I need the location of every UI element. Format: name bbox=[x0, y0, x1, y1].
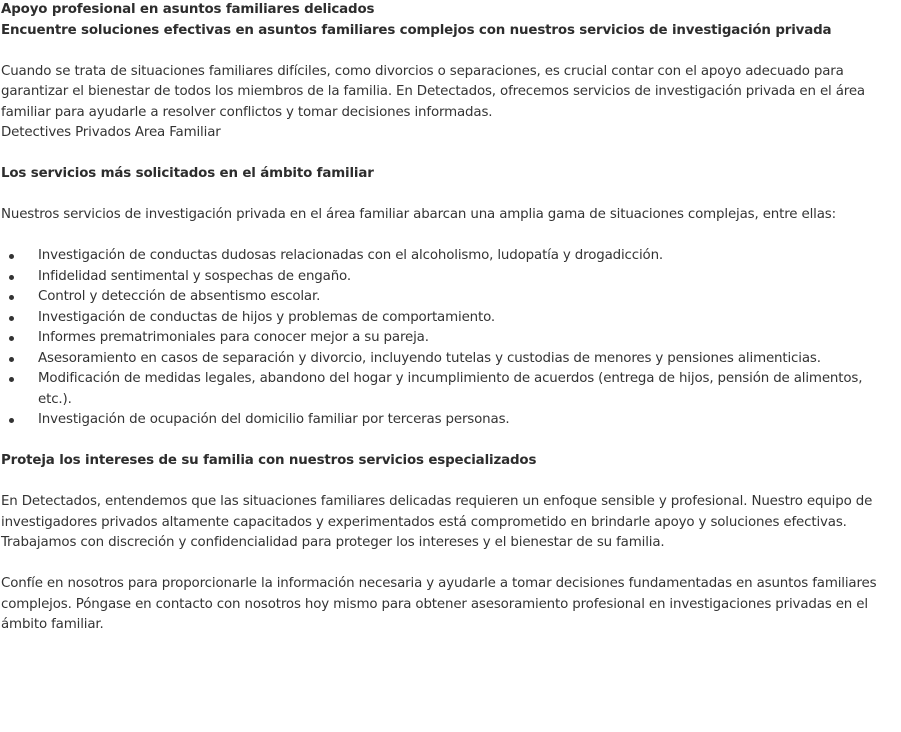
protect-paragraph-2: Confíe en nosotros para proporcionarle la información necesaria y ayudarle a tomar decisiones fundamentadas en asuntos familiares complejos. Póngase en contacto con nosotros hoy mismo para obtener asesoramiento profesional en investigaciones privadas en el ámbito familiar. bbox=[1, 576, 877, 632]
spacer bbox=[1, 431, 896, 452]
intro-tagline: Detectives Privados Area Familiar bbox=[1, 125, 221, 140]
spacer bbox=[1, 554, 896, 575]
list-item: Investigación de conductas dudosas relacionadas con el alcoholismo, ludopatía y drogadicción. bbox=[38, 246, 896, 267]
protect-paragraph-1: En Detectados, entendemos que las situaciones familiares delicadas requieren un enfoque sensible y profesional. Nuestro equipo de investigadores privados altamente capacitados y experimentados está comprometido en brindarle apoyo y soluciones efectivas. Trabajamos con discreción y confidencialidad para proteger los intereses y el bienestar de su familia. bbox=[1, 494, 873, 550]
services-heading: Los servicios más solicitados en el ámbito familiar bbox=[1, 166, 374, 181]
list-item: Control y detección de absentismo escolar. bbox=[38, 287, 896, 308]
spacer bbox=[1, 472, 896, 493]
protect-heading: Proteja los intereses de su familia con nuestros servicios especializados bbox=[1, 453, 537, 468]
intro-paragraph: Cuando se trata de situaciones familiares difíciles, como divorcios o separaciones, es crucial contar con el apoyo adecuado para garantizar el bienestar de todos los miembros de la familia. En Detectados, ofrecemos servicios de investigación privada en el área familiar para ayudarle a resolver conflictos y tomar decisiones informadas. bbox=[1, 63, 865, 120]
list-item: Modificación de medidas legales, abandono del hogar y incumplimiento de acuerdos (entrega de hijos, pensión de alimentos, etc.). bbox=[38, 369, 896, 410]
spacer bbox=[1, 185, 896, 206]
spacer bbox=[1, 144, 896, 165]
list-item: Informes prematrimoniales para conocer mejor a su pareja. bbox=[38, 328, 896, 349]
services-lead: Nuestros servicios de investigación privada en el área familiar abarcan una amplia gama de situaciones complejas, entre ellas: bbox=[1, 207, 836, 222]
list-item: Investigación de ocupación del domicilio familiar por terceras personas. bbox=[38, 410, 896, 431]
list-item: Asesoramiento en casos de separación y divorcio, incluyendo tutelas y custodias de menores y pensiones alimenticias. bbox=[38, 349, 896, 370]
services-list bbox=[1, 246, 896, 431]
list-item: Infidelidad sentimental y sospechas de engaño. bbox=[38, 267, 896, 288]
list-item: Investigación de conductas de hijos y problemas de comportamiento. bbox=[38, 308, 896, 329]
page-subtitle: Encuentre soluciones efectivas en asuntos familiares complejos con nuestros servicios de investigación privada bbox=[1, 22, 832, 38]
page-title: Apoyo profesional en asuntos familiares delicados bbox=[1, 2, 375, 17]
spacer bbox=[1, 41, 896, 62]
spacer bbox=[1, 226, 896, 247]
